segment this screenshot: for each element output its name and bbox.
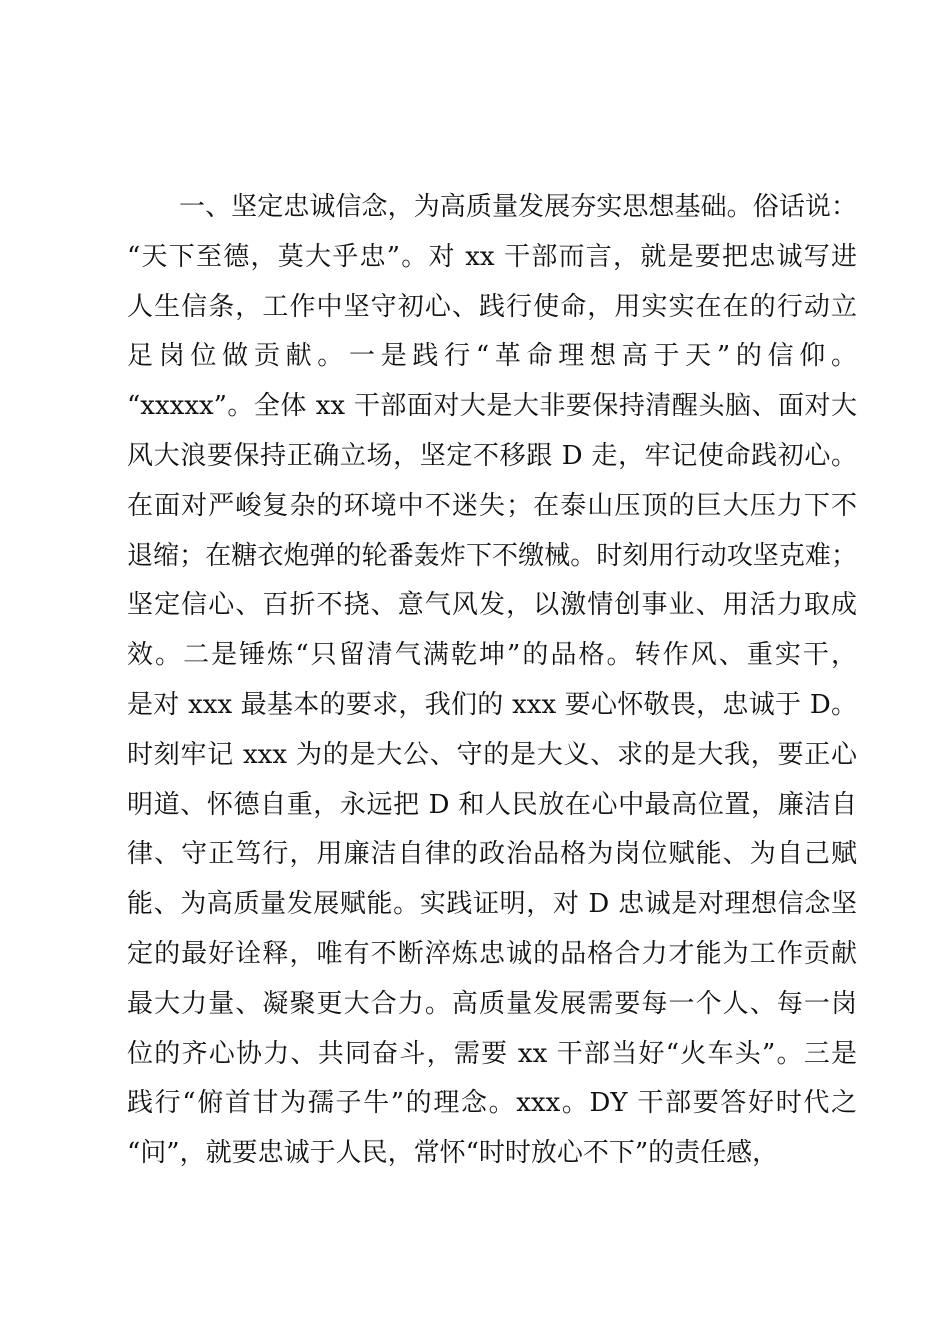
text-line: 足岗位做贡献。一是践行“革命理想高于天”的信仰。 — [127, 341, 857, 372]
text-line: “xxxxx”。全体 xx 干部面对大是大非要保持清醒头脑、面对大 — [127, 391, 857, 422]
text-line: 一、坚定忠诚信念，为高质量发展夯实思想基础。俗话说： — [179, 192, 857, 222]
text-line: 最大力量、凝聚更大合力。高质量发展需要每一个人、每一岗 — [127, 988, 857, 1019]
text-line: 能、为高质量发展赋能。实践证明，对 D 忠诚是对理想信念坚 — [127, 889, 857, 920]
text-line: 风大浪要保持正确立场，坚定不移跟 D 走，牢记使命践初心。 — [127, 440, 857, 471]
text-line: 坚定信心、百折不挠、意气风发，以激情创事业、用活力取成 — [127, 590, 857, 621]
text-line: 在面对严峻复杂的环境中不迷失；在泰山压顶的巨大压力下不 — [127, 490, 857, 521]
text-line: 定的最好诠释，唯有不断淬炼忠诚的品格合力才能为工作贡献 — [127, 938, 857, 969]
body-paragraph — [127, 183, 857, 1179]
text-line: 效。二是锤炼“只留清气满乾坤”的品格。转作风、重实干， — [127, 640, 857, 671]
text-line: 位的齐心协力、共同奋斗，需要 xx 干部当好“火车头”。三是 — [127, 1038, 857, 1069]
text-line: 时刻牢记 xxx 为的是大公、守的是大义、求的是大我，要正心 — [127, 739, 857, 770]
text-line: 是对 xxx 最基本的要求，我们的 xxx 要心怀敬畏，忠诚于 D。 — [127, 689, 857, 720]
text-line: 明道、怀德自重，永远把 D 和人民放在心中最高位置，廉洁自 — [127, 789, 857, 820]
text-line: “问”，就要忠诚于人民，常怀“时时放心不下”的责任感， — [127, 1138, 779, 1169]
text-line: 人生信条，工作中坚守初心、践行使命，用实实在在的行动立 — [127, 291, 857, 322]
text-line: “天下至德，莫大乎忠”。对 xx 干部而言，就是要把忠诚写进 — [127, 241, 857, 272]
text-line: 退缩；在糖衣炮弹的轮番轰炸下不缴械。时刻用行动攻坚克难； — [127, 540, 857, 571]
text-line: 践行“俯首甘为孺子牛”的理念。xxx。DY 干部要答好时代之 — [127, 1088, 857, 1119]
text-line: 律、守正笃行，用廉洁自律的政治品格为岗位赋能、为自己赋 — [127, 839, 857, 870]
